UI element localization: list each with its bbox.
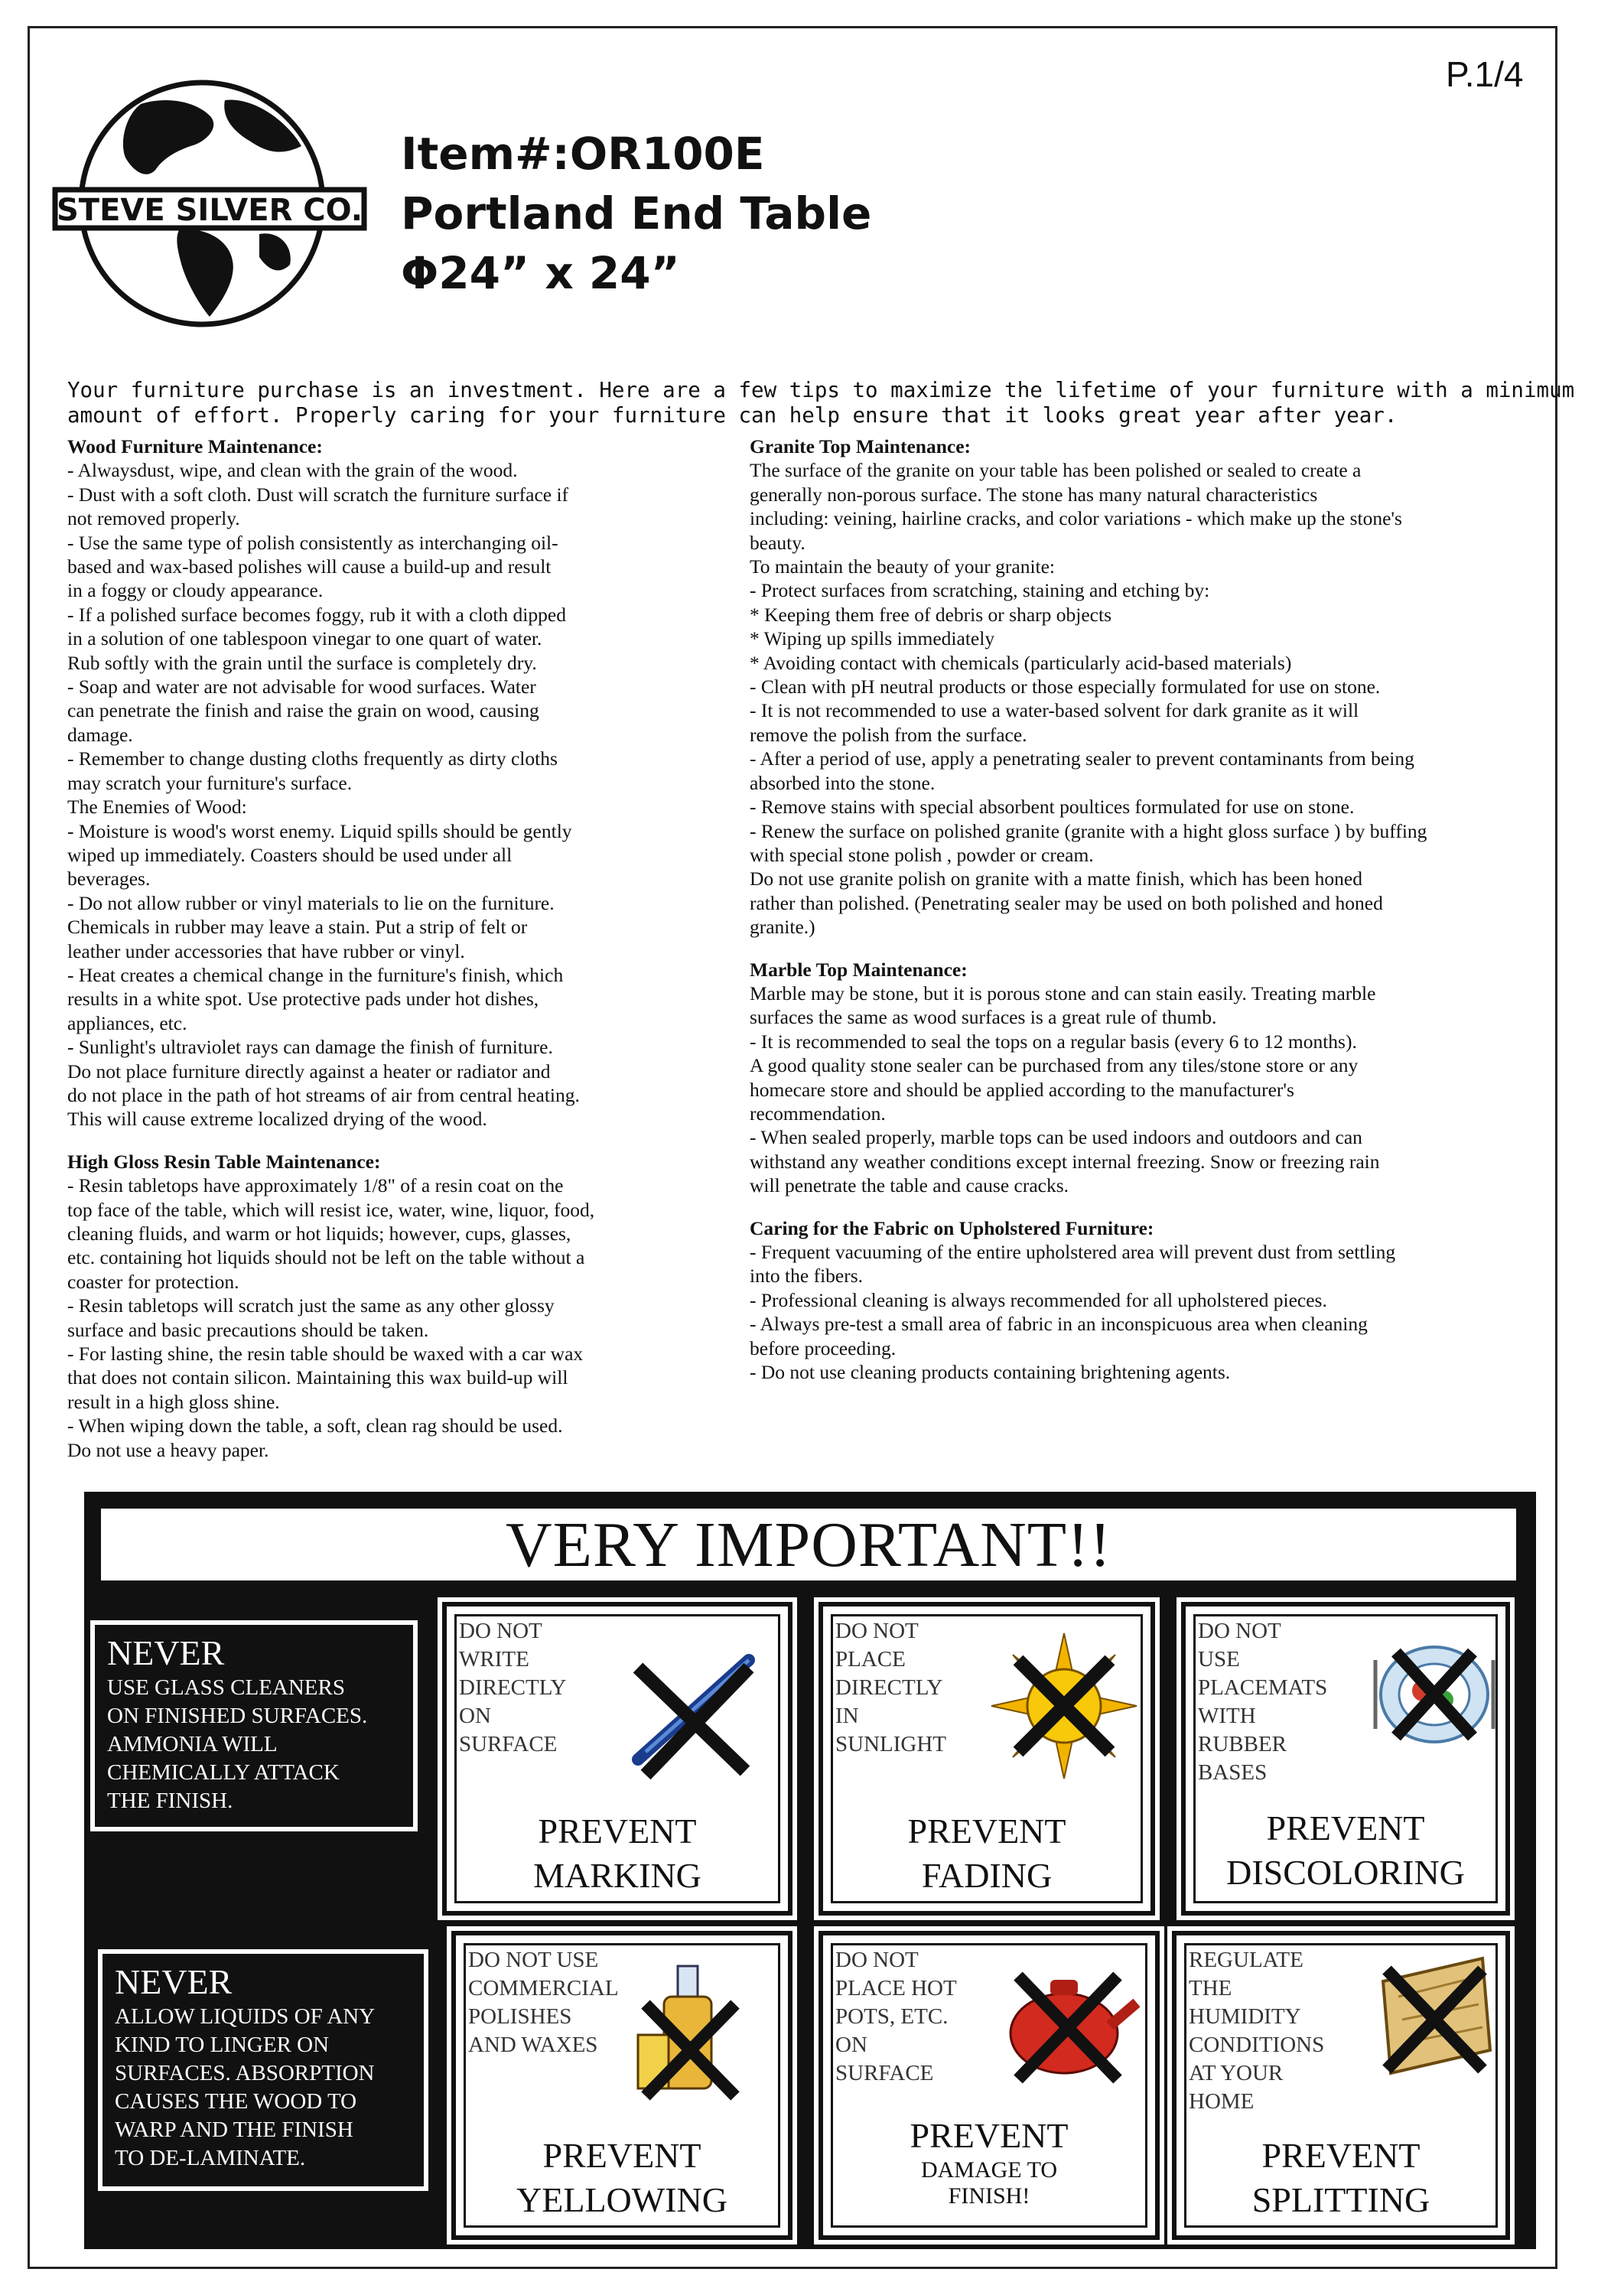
card-line: THE [1189,1976,1232,2000]
card-line: AT YOUR [1189,2061,1284,2085]
never-line: THE FINISH. [107,1789,233,1813]
text-line: * Avoiding contact with chemicals (particularly acid-based materials) [750,651,1292,674]
text-line: A good quality stone sealer can be purchased from any tiles/stone store or any [750,1054,1359,1077]
text-line: surface and basic precautions should be taken. [67,1318,429,1341]
intro-line: Your furniture purchase is an investment. Here are a few tips to maximize the lifetime of your furniture with a minimum [67,378,1575,402]
never-line: WARP AND THE FINISH [115,2118,353,2142]
text-line: may scratch your furniture's surface. [67,771,353,794]
text-line: surfaces the same as wood surfaces is a great rule of thumb. [750,1006,1217,1029]
text-line: To maintain the beauty of your granite: [750,555,1056,578]
text-line: - Use the same type of polish consistently as interchanging oil- [67,531,558,554]
never-line: TO DE-LAMINATE. [115,2146,306,2170]
text-line: Do not use granite polish on granite with a matte finish, which has been honed [750,868,1362,890]
never-box-glass-cleaners [90,1620,418,1831]
card-prevent-yellowing [451,1931,792,2240]
never-line: CAUSES THE WOOD TO [115,2089,357,2114]
cracked-wood-icon [1368,1951,1498,2081]
text-line: The Enemies of Wood: [67,796,247,819]
card-line: REGULATE [1189,1948,1303,1972]
text-line: result in a high gloss shine. [67,1390,280,1413]
text-line: remove the polish from the surface. [750,723,1027,746]
wood-heading: Wood Furniture Maintenance: [67,435,323,457]
text-line: - Resin tabletops have approximately 1/8" of a resin coat on the [67,1174,564,1197]
text-line: etc. containing hot liquids should not be left on the table without a [67,1246,585,1269]
card-effect: SPLITTING [1251,2180,1430,2219]
text-line: appliances, etc. [67,1011,187,1034]
text-line: including: veining, hairline cracks, and color variations - which make up the stone's [750,507,1402,530]
text-line: - Frequent vacuuming of the entire upholstered area will prevent dust from settling [750,1241,1396,1263]
text-line: beauty. [750,531,805,554]
never-line: ALLOW LIQUIDS OF ANY [115,2004,376,2029]
card-effect-2: FINISH! [948,2183,1030,2209]
text-line: - When wiping down the table, a soft, clean rag should be used. [67,1414,563,1437]
text-line: - When sealed properly, marble tops can be used indoors and outdoors and can [750,1126,1362,1149]
logo-text: STEVE SILVER CO. [57,193,363,228]
card-prevent-damage [819,1931,1160,2240]
important-banner: VERY IMPORTANT!! [101,1509,1516,1580]
text-line: Marble may be stone, but it is porous stone and can stain easily. Treating marble [750,981,1376,1004]
card-line: DIRECTLY [835,1675,943,1700]
text-line: homecare store and should be applied according to the manufacturer's [750,1078,1294,1101]
card-line: ON [459,1704,491,1728]
text-line: leather under accessories that have rubber or vinyl. [67,939,465,962]
card-prevent: PREVENT [542,2136,701,2175]
card-line: AND WAXES [468,2033,598,2057]
intro-paragraph [67,378,1575,428]
card-line: PLACE HOT [835,1976,957,2000]
card-line: USE [1198,1647,1240,1672]
marble-heading: Marble Top Maintenance: [750,958,968,981]
product-size: Φ24” x 24” [401,247,680,299]
never-heading: NEVER [107,1633,225,1672]
text-line: - It is not recommended to use a water-based solvent for dark granite as it will [750,699,1359,722]
card-line: CONDITIONS [1189,2033,1325,2057]
text-line: - Alwaysdust, wipe, and clean with the grain of the wood. [67,459,518,482]
text-line: - Professional cleaning is always recommended for all upholstered pieces. [750,1288,1327,1311]
text-line: wiped up immediately. Coasters should be used under all [67,843,513,866]
card-line: SURFACE [835,2061,934,2085]
never-box-liquids [98,1949,428,2191]
text-line: - Sunlight's ultraviolet rays can damage the finish of furniture. [67,1036,553,1059]
card-line: BASES [1198,1760,1268,1785]
never-line: KIND TO LINGER ON [115,2033,330,2057]
card-line: DO NOT [835,1948,919,1972]
card-line: HOME [1189,2089,1255,2114]
text-line: rather than polished. (Penetrating sealer may be used on both polished and honed [750,891,1383,914]
text-line: - For lasting shine, the resin table should be waxed with a car wax [67,1343,584,1366]
text-line: - Clean with pH neutral products or those especially formulated for use on stone. [750,675,1381,698]
globe-logo [49,73,370,334]
text-line: * Wiping up spills immediately [750,627,995,650]
card-prevent: PREVENT [538,1812,697,1851]
text-line: - Resin tabletops will scratch just the same as any other glossy [67,1294,555,1317]
card-line: IN [835,1704,859,1728]
intro-line: amount of effort. Properly caring for your furniture can help ensure that it looks great year after year. [67,403,1398,428]
item-number: Item#:OR100E [401,128,765,180]
text-line: with special stone polish , powder or cream. [750,843,1094,866]
card-line: DO NOT [835,1619,919,1643]
text-line: - Heat creates a chemical change in the furniture's finish, which [67,963,564,986]
text-line: that does not contain silicon. Maintaining this wax build-up will [67,1366,568,1389]
text-line: granite.) [750,916,815,939]
card-prevent: PREVENT [1266,1808,1425,1847]
text-line: - Soap and water are not advisable for wood surfaces. Water [67,675,536,698]
text-line: - After a period of use, apply a penetrating sealer to prevent contaminants from being [750,747,1414,770]
kettle-icon [995,1957,1141,2087]
text-line: Rub softly with the grain until the surface is completely dry. [67,651,537,674]
never-line: SURFACES. ABSORPTION [115,2061,375,2085]
text-line: The surface of the granite on your table has been polished or sealed to create a [750,459,1362,482]
card-line: ON [835,2033,867,2057]
card-line: RUBBER [1198,1732,1287,1756]
card-effect: DISCOLORING [1226,1853,1465,1892]
marble-lines [750,981,1538,1198]
text-line: in a foggy or cloudy appearance. [67,579,324,602]
card-line: SURFACE [459,1732,558,1756]
text-line: will penetrate the table and cause cracks. [750,1174,1069,1197]
never-line: USE GLASS CLEANERS [107,1675,345,1700]
text-line: This will cause extreme localized drying of the wood. [67,1108,487,1131]
text-line: can penetrate the finish and raise the grain on wood, causing [67,699,539,722]
text-line: beverages. [67,868,151,890]
polish-bottle-icon [632,1958,747,2104]
text-line: Do not place furniture directly against a heater or radiator and [67,1060,551,1082]
text-line: before proceeding. [750,1336,897,1359]
plate-icon [1369,1629,1499,1760]
card-line: DO NOT USE [468,1948,599,1972]
left-column [67,435,756,1462]
right-column [750,435,1538,1384]
text-line: do not place in the path of hot streams of air from central heating. [67,1083,580,1106]
card-line: POLISHES [468,2004,572,2029]
text-line: absorbed into the stone. [750,771,936,794]
text-line: cleaning fluids, and warm or hot liquids; however, cups, glasses, [67,1222,571,1245]
text-line: - Remember to change dusting cloths frequently as dirty cloths [67,747,558,770]
text-line: not removed properly. [67,507,240,530]
text-line: - Dust with a soft cloth. Dust will scratch the furniture surface if [67,483,569,506]
text-line: - If a polished surface becomes foggy, rub it with a cloth dipped [67,603,566,626]
never-line: CHEMICALLY ATTACK [107,1760,340,1785]
card-line: POTS, ETC. [835,2004,949,2029]
fabric-lines [750,1240,1538,1384]
card-prevent: PREVENT [907,1812,1066,1851]
pen-icon [615,1645,776,1782]
never-line: AMMONIA WILL [107,1732,278,1756]
card-prevent-splitting [1172,1931,1510,2240]
product-name: Portland End Table [401,187,872,239]
product-title [401,124,871,303]
card-effect: YELLOWING [516,2180,727,2219]
card-line: SUNLIGHT [835,1732,946,1756]
text-line: - Do not allow rubber or vinyl materials to lie on the furniture. [67,891,555,914]
card-line: DIRECTLY [459,1675,567,1700]
card-effect: DAMAGE TO [920,2157,1058,2183]
card-line: WITH [1198,1704,1256,1728]
text-line: results in a white spot. Use protective pads under hot dishes, [67,988,539,1011]
text-line: recommendation. [750,1102,886,1125]
card-effect: MARKING [533,1856,701,1895]
resin-lines [67,1174,756,1462]
card-line: WRITE [459,1647,529,1672]
card-prevent: PREVENT [910,2116,1069,2155]
text-line: - Remove stains with special absorbent poultices formulated for use on stone. [750,796,1355,819]
text-line: - Moisture is wood's worst enemy. Liquid spills should be gently [67,819,572,842]
card-prevent: PREVENT [1261,2136,1421,2175]
card-prevent-fading [819,1602,1155,1916]
text-line: in a solution of one tablespoon vinegar to one quart of water. [67,627,542,650]
card-line: DO NOT [1198,1619,1281,1643]
text-line: - Renew the surface on polished granite (granite with a hight gloss surface ) by buffing [750,819,1427,842]
page-number: P.1/4 [1446,54,1524,94]
text-line: into the fibers. [750,1265,864,1287]
granite-lines [750,458,1538,939]
granite-heading: Granite Top Maintenance: [750,435,971,457]
text-line: Do not use a heavy paper. [67,1438,269,1461]
never-heading: NEVER [115,1962,233,2001]
card-line: PLACE [835,1647,906,1672]
fabric-heading: Caring for the Fabric on Upholstered Furniture: [750,1216,1154,1239]
wood-lines [67,458,756,1131]
text-line: damage. [67,723,133,746]
text-line: top face of the table, which will resist ice, water, wine, liquor, food, [67,1198,595,1221]
text-line: * Keeping them free of debris or sharp objects [750,603,1112,626]
card-effect: FADING [921,1856,1053,1895]
card-line: HUMIDITY [1189,2004,1301,2029]
card-line: PLACEMATS [1198,1675,1328,1700]
resin-heading: High Gloss Resin Table Maintenance: [67,1150,381,1173]
card-line: COMMERCIAL [468,1976,619,2000]
text-line: based and wax-based polishes will cause a build-up and result [67,555,552,578]
text-line: - Always pre-test a small area of fabric in an inconspicuous area when cleaning [750,1313,1368,1336]
text-line: coaster for protection. [67,1270,239,1293]
never-line: ON FINISHED SURFACES. [107,1704,368,1728]
card-prevent-marking [442,1602,792,1916]
card-line: DO NOT [459,1619,542,1643]
text-line: - Protect surfaces from scratching, staining and etching by: [750,579,1210,602]
card-prevent-discoloring [1181,1602,1510,1916]
text-line: withstand any weather conditions except internal freezing. Snow or freezing rain [750,1150,1380,1173]
text-line: Chemicals in rubber may leave a stain. Put a strip of felt or [67,916,528,939]
text-line: - Do not use cleaning products containing brightening agents. [750,1361,1231,1384]
sun-icon [988,1629,1141,1782]
text-line: generally non-porous surface. The stone has many natural characteristics [750,483,1318,506]
text-line: - It is recommended to seal the tops on a regular basis (every 6 to 12 months). [750,1030,1357,1053]
